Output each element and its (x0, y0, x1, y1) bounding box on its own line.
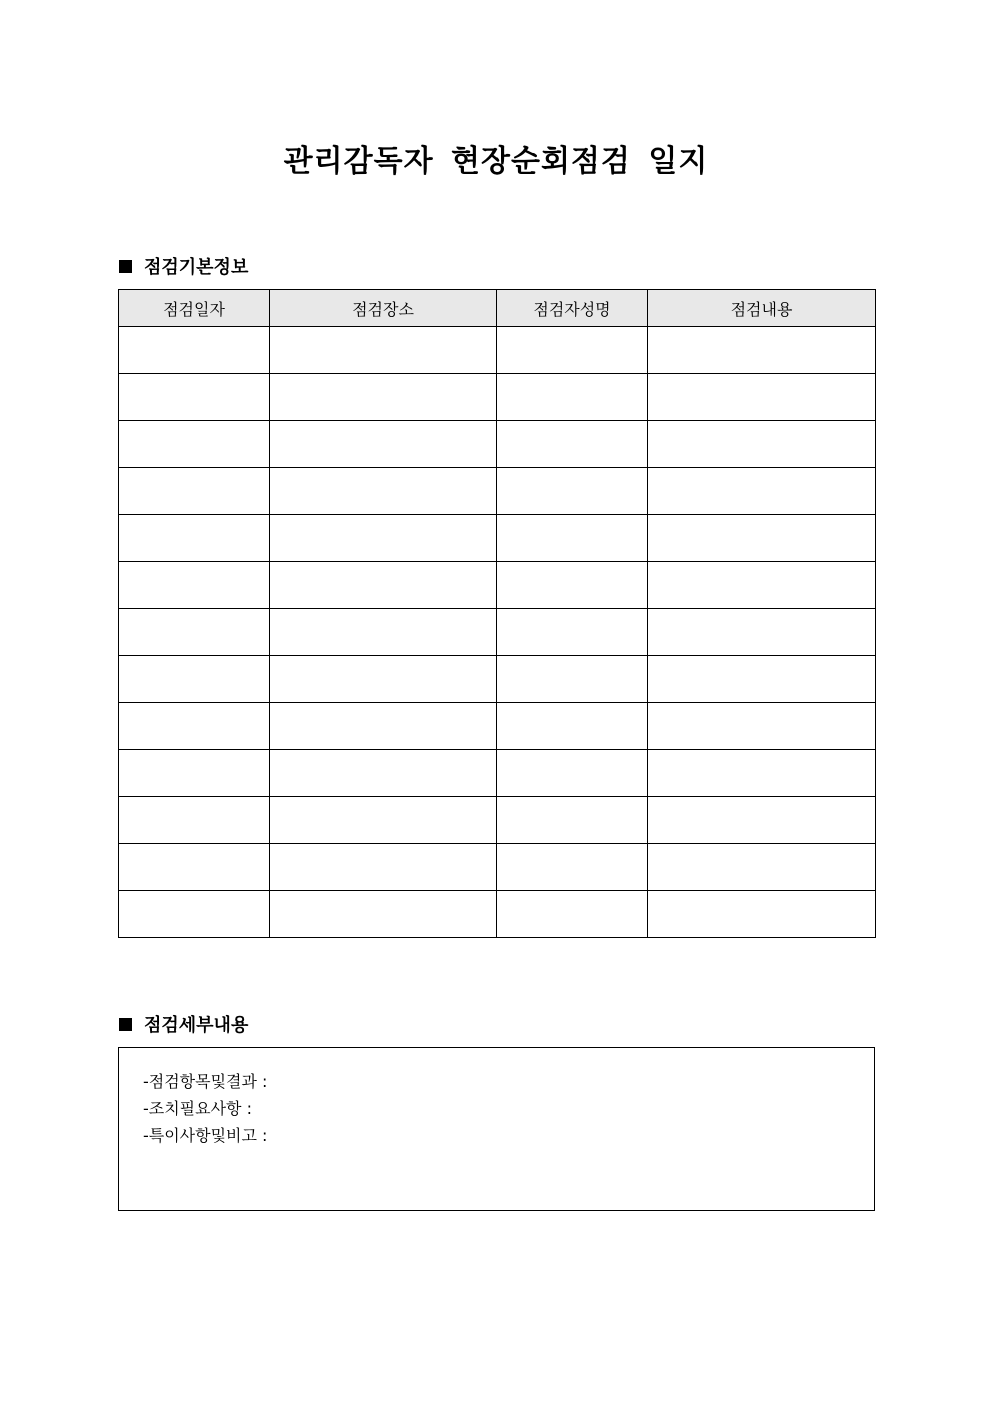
table-cell[interactable] (119, 656, 270, 703)
table-cell[interactable] (648, 515, 876, 562)
basic-info-table (118, 289, 876, 938)
table-cell[interactable] (270, 562, 497, 609)
table-row (119, 703, 876, 750)
table-cell[interactable] (270, 468, 497, 515)
details-heading-label: 점검세부내용 (144, 1015, 249, 1036)
table-cell[interactable] (119, 609, 270, 656)
table-cell[interactable] (119, 515, 270, 562)
table-row (119, 468, 876, 515)
table-row (119, 750, 876, 797)
table-cell[interactable] (497, 844, 648, 891)
table-cell[interactable] (270, 327, 497, 374)
table-cell[interactable] (270, 844, 497, 891)
table-cell[interactable] (497, 562, 648, 609)
table-cell[interactable] (270, 609, 497, 656)
table-cell[interactable] (648, 374, 876, 421)
detail-line-remarks: -특이사항및비고 : (143, 1126, 268, 1145)
table-row (119, 327, 876, 374)
column-header-date: 점검일자 (119, 290, 270, 327)
table-cell[interactable] (119, 421, 270, 468)
details-lines (143, 1068, 267, 1149)
table-cell[interactable] (270, 891, 497, 938)
table-row (119, 797, 876, 844)
table-cell[interactable] (497, 797, 648, 844)
details-box[interactable] (118, 1047, 875, 1211)
basic-info-heading (119, 253, 248, 279)
table-row (119, 515, 876, 562)
table-cell[interactable] (119, 562, 270, 609)
column-header-content: 점검내용 (648, 290, 876, 327)
detail-line-results: -점검항목및결과 : (143, 1072, 268, 1091)
table-row (119, 891, 876, 938)
table-cell[interactable] (648, 609, 876, 656)
table-cell[interactable] (119, 797, 270, 844)
column-header-inspector: 점검자성명 (497, 290, 648, 327)
table-cell[interactable] (497, 891, 648, 938)
table-cell[interactable] (119, 468, 270, 515)
column-header-location: 점검장소 (270, 290, 497, 327)
table-cell[interactable] (497, 515, 648, 562)
table-cell[interactable] (648, 750, 876, 797)
table-cell[interactable] (119, 374, 270, 421)
table-row (119, 562, 876, 609)
table-cell[interactable] (497, 327, 648, 374)
table-cell[interactable] (497, 656, 648, 703)
table-cell[interactable] (497, 750, 648, 797)
basic-info-table-body (119, 327, 876, 938)
table-cell[interactable] (270, 703, 497, 750)
table-cell[interactable] (119, 750, 270, 797)
table-row (119, 844, 876, 891)
page-title: 관리감독자 현장순회점검 일지 (283, 144, 709, 179)
table-cell[interactable] (648, 562, 876, 609)
table-cell[interactable] (497, 421, 648, 468)
table-cell[interactable] (270, 656, 497, 703)
table-cell[interactable] (648, 468, 876, 515)
table-cell[interactable] (497, 609, 648, 656)
table-row (119, 609, 876, 656)
table-cell[interactable] (270, 421, 497, 468)
table-cell[interactable] (119, 327, 270, 374)
basic-info-heading-label: 점검기본정보 (144, 257, 249, 278)
table-cell[interactable] (270, 515, 497, 562)
table-cell[interactable] (119, 703, 270, 750)
detail-line-actions: -조치필요사항 : (143, 1099, 252, 1118)
table-cell[interactable] (270, 750, 497, 797)
table-cell[interactable] (648, 891, 876, 938)
table-cell[interactable] (119, 891, 270, 938)
table-cell[interactable] (648, 797, 876, 844)
black-square-icon (119, 1018, 132, 1031)
table-cell[interactable] (497, 468, 648, 515)
table-cell[interactable] (648, 656, 876, 703)
black-square-icon (119, 260, 132, 273)
table-header-row (119, 290, 876, 327)
table-cell[interactable] (648, 327, 876, 374)
table-row (119, 656, 876, 703)
table-cell[interactable] (270, 797, 497, 844)
table-row (119, 374, 876, 421)
table-cell[interactable] (270, 374, 497, 421)
table-cell[interactable] (648, 844, 876, 891)
details-heading (119, 1011, 248, 1037)
table-cell[interactable] (648, 703, 876, 750)
table-cell[interactable] (119, 844, 270, 891)
table-cell[interactable] (648, 421, 876, 468)
table-row (119, 421, 876, 468)
table-cell[interactable] (497, 374, 648, 421)
table-cell[interactable] (497, 703, 648, 750)
